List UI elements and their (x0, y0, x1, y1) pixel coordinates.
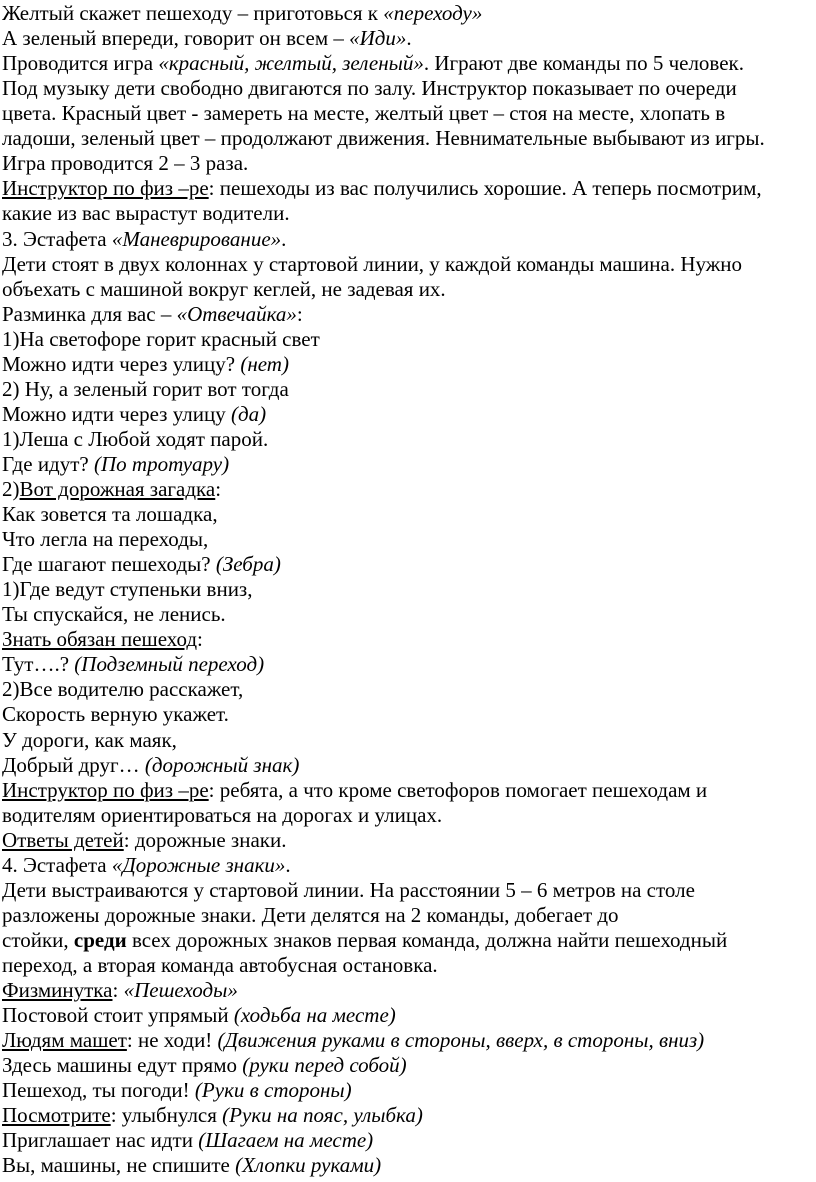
text-line (2, 552, 281, 576)
text-line (2, 652, 264, 676)
text-run: Как зовется та лошадка, (2, 502, 218, 526)
italic-text: «Маневрирование» (111, 226, 282, 251)
text-run: стойки, (2, 927, 74, 952)
underlined-text: Знать обязан пешеход (2, 627, 198, 652)
text-run: : пешеходы из вас получились хорошие. А теперь посмотрим, (208, 176, 762, 201)
text-line (2, 1028, 704, 1052)
italic-text: (дорожный знак) (144, 752, 300, 777)
text-line (2, 1053, 407, 1077)
text-run: Дети выстраиваются у стартовой линии. На расстоянии 5 – 6 метров на столе (2, 877, 695, 902)
italic-text: «Дорожные знаки» (111, 852, 286, 877)
text-run: всех дорожных знаков первая команда, должна найти пешеходный (126, 927, 728, 952)
text-run: Можно идти через улицу? (2, 351, 241, 376)
text-line (2, 51, 744, 75)
italic-text: (Руки в стороны) (194, 1078, 352, 1103)
text-line (2, 753, 299, 777)
text-line (2, 101, 725, 125)
text-line (2, 402, 266, 426)
italic-text: «Иди» (349, 26, 407, 51)
text-run: 3. Эстафета (2, 226, 112, 251)
text-line (2, 728, 177, 752)
italic-text: (Подземный переход) (74, 652, 265, 677)
underlined-text: Ответы детей (2, 827, 124, 852)
text-line (2, 778, 707, 802)
text-run: Тут….? (2, 652, 75, 677)
text-line (2, 702, 229, 726)
text-run: ладоши, зеленый цвет – продолжают движения. Невнимательные выбывают из игры. (2, 126, 765, 151)
text-line (2, 327, 320, 351)
text-line (2, 602, 226, 626)
text-line (2, 1103, 423, 1127)
underlined-text: Посмотрите (2, 1103, 111, 1128)
text-line (2, 903, 619, 927)
text-line (2, 176, 762, 200)
underlined-text: Физминутка (2, 978, 113, 1002)
text-run: : (197, 627, 203, 652)
italic-text: (Хлопки руками) (235, 1153, 382, 1178)
text-line (2, 227, 286, 251)
text-line (2, 76, 737, 100)
text-line (2, 1, 482, 25)
italic-text: «красный, желтый, зеленый» (158, 51, 424, 76)
italic-text: (Зебра) (215, 552, 281, 577)
text-run: Дети стоят в двух колоннах у стартовой линии, у каждой команды машина. Нужно (2, 251, 742, 276)
text-line (2, 928, 727, 952)
text-run: Приглашает нас идти (2, 1128, 199, 1153)
text-run: разложены дорожные знаки. Дети делятся на 2 команды, добегает до (2, 902, 619, 927)
text-run: 1)На светофоре горит красный свет (2, 326, 320, 351)
underlined-text: Вот дорожная загадка (19, 476, 216, 501)
italic-text: «переходу» (383, 1, 483, 25)
italic-text: (Движения руками в стороны, вверх, в стороны, вниз) (217, 1028, 705, 1052)
text-run: : ребята, а что кроме светофоров помогает пешеходам и (208, 777, 708, 802)
text-line (2, 527, 208, 551)
text-line (2, 352, 289, 376)
text-run: Проводится игра (2, 51, 159, 76)
text-run: 4. Эстафета (2, 852, 112, 877)
text-run: Что легла на переходы, (2, 527, 209, 552)
text-run: : улыбнулся (110, 1103, 223, 1128)
text-run: . (406, 26, 412, 51)
text-run: Игра проводится 2 – 3 раза. (2, 151, 249, 176)
text-line (2, 252, 742, 276)
text-run: Здесь машины едут прямо (2, 1053, 243, 1078)
text-run: . (281, 226, 287, 251)
text-run: объехать с машиной вокруг кеглей, не задевая их. (2, 276, 446, 301)
text-run: . Играют две команды по 5 человек. (423, 51, 744, 76)
text-line (2, 1003, 396, 1027)
text-line (2, 126, 765, 150)
text-run: Скорость верную укажет. (2, 702, 229, 727)
text-line (2, 1128, 373, 1152)
text-line (2, 803, 442, 827)
italic-text: «Пешеходы» (123, 978, 238, 1002)
text-line (2, 151, 248, 175)
bold-text: среди (73, 927, 127, 952)
text-line (2, 452, 229, 476)
italic-text: (Руки на пояс, улыбка) (222, 1103, 423, 1128)
italic-text: (да) (231, 401, 267, 426)
text-line (2, 853, 291, 877)
text-run: : (296, 301, 303, 326)
text-run: какие из вас вырастут водители. (2, 201, 290, 226)
underlined-text: Людям машет (2, 1028, 127, 1052)
text-run: Вы, машины, не спишите (2, 1153, 236, 1178)
text-run: . (285, 852, 291, 877)
text-line (2, 427, 268, 451)
italic-text: (По тротуару) (94, 451, 230, 476)
underlined-text: Инструктор по физ –ре (2, 777, 209, 802)
text-run: Постовой стоит упрямый (2, 1003, 234, 1027)
text-run: Разминка для вас – (2, 301, 177, 326)
text-run: А зеленый впереди, говорит он всем – (2, 26, 350, 51)
text-run: У дороги, как маяк, (2, 727, 177, 752)
text-run: Желтый скажет пешеходу – приготовься к (2, 1, 384, 25)
italic-text: (нет) (240, 351, 289, 376)
text-run: 2) Ну, а зеленый горит вот тогда (2, 376, 289, 401)
underlined-text: Инструктор по физ –ре (2, 176, 209, 201)
text-run: Под музыку дети свободно двигаются по залу. Инструктор показывает по очереди (2, 76, 737, 101)
text-line (2, 26, 412, 50)
text-line (2, 201, 290, 225)
text-line (2, 1078, 352, 1102)
text-line (2, 277, 446, 301)
text-line (2, 302, 303, 326)
italic-text: «Отвечайка» (176, 301, 297, 326)
text-line (2, 1153, 381, 1177)
text-run: : не ходи! (126, 1028, 218, 1052)
text-run: : (215, 476, 222, 501)
text-run: Ты спускайся, не ленись. (2, 602, 226, 627)
italic-text: (ходьба на месте) (233, 1003, 396, 1027)
text-run: 1)Где ведут ступеньки вниз, (2, 577, 253, 602)
text-run: : дорожные знаки. (123, 827, 287, 852)
text-line (2, 978, 238, 1002)
text-run: переход, а вторая команда автобусная остановка. (2, 952, 438, 977)
text-line (2, 627, 203, 651)
text-run: водителям ориентироваться на дорогах и улицах. (2, 802, 443, 827)
text-run: Добрый друг… (2, 752, 145, 777)
text-run: 2)Все водителю расскажет, (2, 677, 244, 702)
text-run: 1)Леша с Любой ходят парой. (2, 426, 269, 451)
text-run: 2) (2, 476, 20, 501)
italic-text: (Шагаем на месте) (198, 1128, 374, 1153)
text-line (2, 477, 221, 501)
text-line (2, 577, 252, 601)
text-line (2, 878, 695, 902)
text-run: Пешеход, ты погоди! (2, 1078, 195, 1103)
text-line (2, 502, 218, 526)
text-run: Где идут? (2, 451, 94, 476)
text-run: Где шагают пешеходы? (2, 552, 216, 577)
text-line (2, 377, 289, 401)
italic-text: (руки перед собой) (242, 1053, 407, 1078)
text-run: цвета. Красный цвет - замереть на месте, желтый цвет – стоя на месте, хлопать в (2, 101, 726, 126)
text-line (2, 677, 243, 701)
text-run: Можно идти через улицу (2, 401, 232, 426)
text-line (2, 953, 438, 977)
text-line (2, 828, 286, 852)
text-run: : (112, 978, 124, 1002)
